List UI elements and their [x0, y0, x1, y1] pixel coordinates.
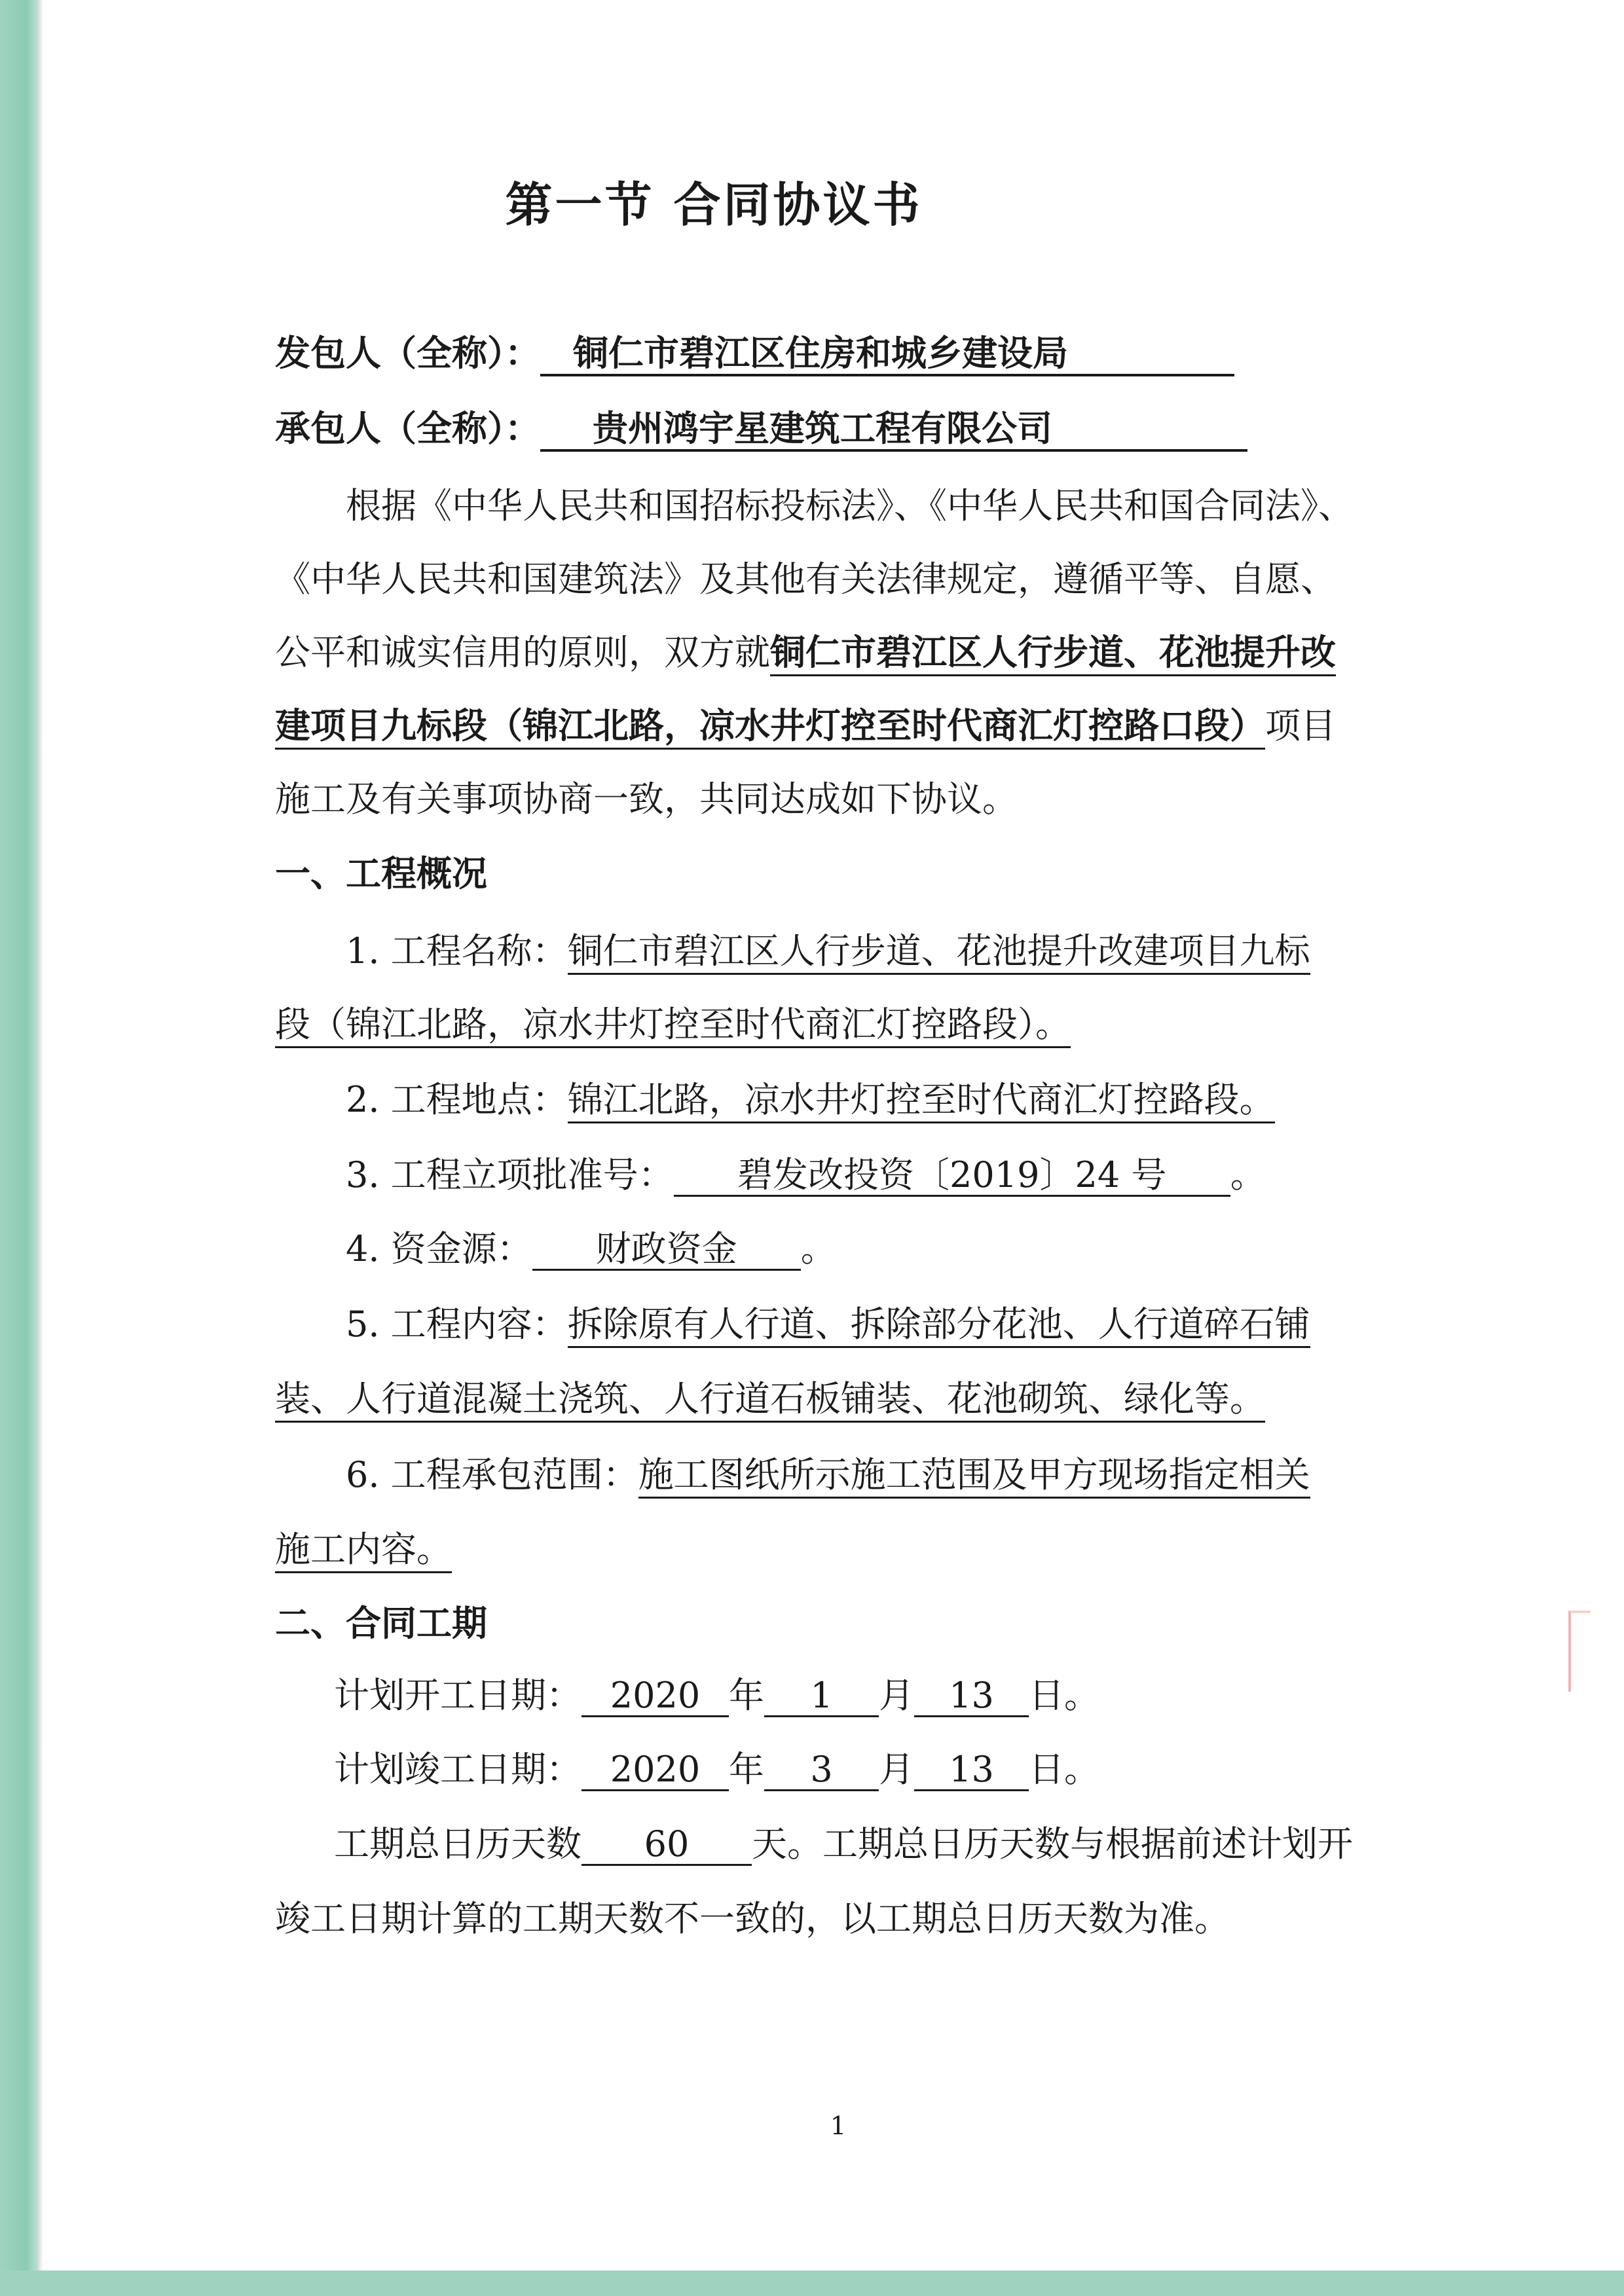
preamble-line-5: 施工及有关事项协商一致，共同达成如下协议。: [275, 778, 1018, 820]
item-5-value-continued: 装、人行道混凝土浇筑、人行道石板铺装、花池砌筑、绿化等。: [275, 1378, 1265, 1423]
end-month: 3: [764, 1750, 879, 1791]
start-date-label: 计划开工日期：: [334, 1675, 581, 1716]
scan-bottom-edge: [0, 2270, 1624, 2296]
end-date-label: 计划竣工日期：: [334, 1749, 581, 1790]
end-day-char: 日。: [1029, 1749, 1099, 1790]
end-year-char: 年: [729, 1749, 764, 1790]
item-1-label: 1. 工程名称：: [346, 930, 568, 972]
start-year: 2020: [581, 1676, 729, 1717]
contractor-row: [275, 406, 1401, 452]
total-days-row: [275, 1821, 1401, 1867]
item-6-value: 施工图纸所示施工范围及甲方现场指定相关: [638, 1454, 1310, 1499]
page-title: 第一节 合同协议书: [505, 177, 923, 232]
item-6-continued: [275, 1527, 1401, 1573]
project-name-part-2: 建项目九标段（锦江北路，凉水井灯控至时代商汇灯控路口段）: [275, 705, 1265, 750]
total-days-value: 60: [581, 1825, 752, 1866]
page-number: 1: [830, 2111, 847, 2140]
contractor-label: 承包人（全称）：: [275, 408, 540, 449]
item-1-value: 铜仁市碧江区人行步道、花池提升改建项目九标: [568, 930, 1310, 975]
item-6: [275, 1452, 1401, 1498]
item-4: [275, 1226, 1401, 1272]
binding-edge: [0, 0, 38, 2296]
item-6-label: 6. 工程承包范围：: [346, 1454, 638, 1495]
end-month-char: 月: [879, 1749, 914, 1790]
preamble-line-1: 根据《中华人民共和国招标投标法》、《中华人民共和国合同法》、: [346, 485, 1354, 526]
seal-fragment: [1568, 1611, 1591, 1692]
item-3-suffix: 。: [1230, 1154, 1266, 1195]
end-day: 13: [914, 1750, 1029, 1791]
item-2-value: 锦江北路，凉水井灯控至时代商汇灯控路段。: [568, 1079, 1275, 1123]
total-days-suffix: 天。工期总日历天数与根据前述计划开: [752, 1823, 1353, 1865]
item-3: [275, 1152, 1401, 1198]
item-5-label: 5. 工程内容：: [346, 1303, 568, 1345]
item-1: [275, 928, 1401, 974]
start-date-row: [275, 1673, 1401, 1719]
item-4-label: 4. 资金源：: [346, 1228, 532, 1269]
item-3-value: 碧发改投资〔2019〕24 号: [674, 1156, 1230, 1197]
start-day: 13: [914, 1676, 1029, 1717]
preamble-line-3: [275, 630, 1401, 676]
item-5: [275, 1302, 1401, 1347]
binding-shadow: [38, 0, 43, 2296]
end-date-row: [275, 1747, 1401, 1793]
section-2-heading: 二、合同工期: [275, 1603, 487, 1644]
preamble-line-4: [275, 703, 1401, 749]
start-day-char: 日。: [1029, 1675, 1099, 1716]
project-name-part-1: 铜仁市碧江区人行步道、花池提升改: [770, 632, 1336, 676]
employer-row: [275, 331, 1401, 376]
total-days-note: 竣工日期计算的工期天数不一致的，以工期总日历天数为准。: [275, 1898, 1230, 1939]
contractor-name: 贵州鸿宇星建筑工程有限公司: [540, 409, 1247, 452]
preamble-line-4-text: 项目: [1265, 705, 1336, 746]
item-1-value-continued: 段（锦江北路，凉水井灯控至时代商汇灯控路段）。: [275, 1004, 1071, 1048]
section-1-heading: 一、工程概况: [275, 853, 487, 894]
item-5-value: 拆除原有人行道、拆除部分花池、人行道碎石铺: [568, 1303, 1310, 1348]
item-1-continued: [275, 1002, 1401, 1048]
preamble-line-3-text: 公平和诚实信用的原则，双方就: [275, 632, 770, 673]
start-month-char: 月: [879, 1675, 914, 1716]
item-3-label: 3. 工程立项批准号：: [346, 1154, 674, 1195]
item-4-value: 财政资金: [532, 1230, 801, 1271]
item-2-label: 2. 工程地点：: [346, 1079, 568, 1120]
employer-name: 铜仁市碧江区住房和城乡建设局: [540, 333, 1234, 376]
preamble-line-2: 《中华人民共和国建筑法》及其他有关法律规定，遵循平等、自愿、: [275, 558, 1336, 600]
end-year: 2020: [581, 1750, 729, 1791]
total-days-prefix: 工期总日历天数: [334, 1823, 581, 1865]
start-month: 1: [764, 1676, 879, 1717]
item-5-continued: [275, 1376, 1401, 1422]
item-6-value-continued: 施工内容。: [275, 1529, 452, 1573]
start-year-char: 年: [729, 1675, 764, 1716]
employer-label: 发包人（全称）：: [275, 333, 540, 374]
item-4-suffix: 。: [800, 1228, 836, 1269]
item-2: [275, 1077, 1401, 1123]
document-page: [275, 0, 1401, 2265]
